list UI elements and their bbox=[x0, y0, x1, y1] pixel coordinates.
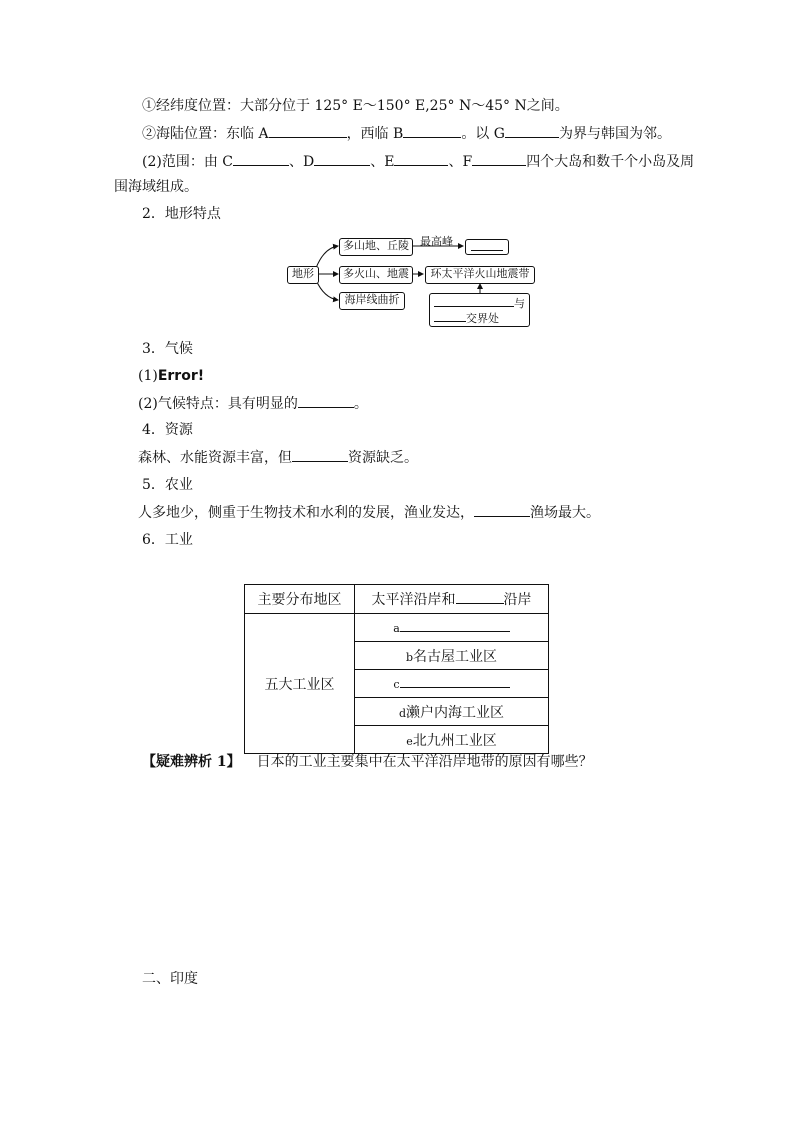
table-row bbox=[355, 642, 549, 670]
text: 交界处 bbox=[466, 312, 499, 325]
resources-heading: 4．资源 bbox=[142, 422, 193, 438]
agriculture-heading: 5．农业 bbox=[142, 477, 193, 493]
text: a bbox=[393, 621, 400, 635]
sea-land-line bbox=[142, 123, 671, 144]
text: 森林、水能资源丰富，但 bbox=[138, 450, 292, 466]
text: d bbox=[398, 706, 407, 720]
blank-coast[interactable] bbox=[456, 589, 504, 604]
resources-line bbox=[138, 447, 418, 468]
text: 。 bbox=[353, 396, 368, 412]
blank-d[interactable] bbox=[314, 151, 370, 166]
blank-plate1[interactable] bbox=[434, 296, 514, 307]
plates-row-2 bbox=[434, 311, 499, 326]
section-india-heading: 二、印度 bbox=[142, 971, 198, 987]
text: b bbox=[405, 650, 414, 664]
blank-resource[interactable] bbox=[292, 447, 348, 462]
text: 为界与韩国为邻。 bbox=[558, 126, 671, 142]
text: 与 bbox=[514, 297, 525, 310]
blank-f[interactable] bbox=[472, 151, 526, 166]
text: 北九州工业区 bbox=[412, 732, 497, 749]
blank-zone-a[interactable] bbox=[400, 621, 510, 632]
table-row bbox=[355, 670, 549, 698]
text: 、E bbox=[370, 154, 395, 170]
blank-a[interactable] bbox=[269, 123, 347, 138]
range-line-cont: 围海域组成。 bbox=[114, 179, 198, 195]
terrain-heading: 2．地形特点 bbox=[142, 206, 221, 222]
climate-line-1 bbox=[138, 366, 204, 386]
table-row bbox=[355, 698, 549, 726]
diagram-blank-peak[interactable] bbox=[465, 239, 509, 255]
text: ②海陆位置：东临 A bbox=[142, 126, 269, 142]
question-line bbox=[142, 752, 593, 772]
text: 。以 G bbox=[461, 126, 505, 142]
blank-zone-c[interactable] bbox=[400, 677, 510, 688]
text: (2)气候特点：具有明显的 bbox=[138, 396, 298, 412]
latlon-line: ①经纬度位置：大部分位于 125° E～150° E,25° N～45° N之间。 bbox=[142, 98, 569, 114]
text: (2)范围：由 C bbox=[142, 154, 233, 170]
diagram-branch-volcano: 多火山、地震 bbox=[339, 266, 413, 284]
text: 太平洋沿岸和 bbox=[371, 592, 456, 608]
industry-table bbox=[244, 584, 549, 754]
blank-fishery[interactable] bbox=[474, 502, 530, 517]
diagram-branch-coast: 海岸线曲折 bbox=[339, 292, 405, 310]
question-text: 日本的工业主要集中在太平洋沿岸地带的原因有哪些？ bbox=[256, 754, 593, 770]
plates-row-1 bbox=[434, 296, 525, 311]
blank-plate2[interactable] bbox=[434, 311, 466, 322]
text: 名古屋工业区 bbox=[413, 648, 498, 665]
text: c bbox=[393, 677, 400, 691]
text: 、F bbox=[448, 154, 473, 170]
error-text: Error! bbox=[157, 368, 205, 384]
diagram-arrow-label: 最高峰 bbox=[420, 235, 453, 248]
blank-g[interactable] bbox=[505, 123, 559, 138]
table-left-five-zones: 五大工业区 bbox=[245, 614, 355, 754]
text: 人多地少，侧重于生物技术和水利的发展，渔业发达， bbox=[138, 505, 474, 521]
blank-e[interactable] bbox=[394, 151, 448, 166]
text: 濑户内海工业区 bbox=[406, 704, 505, 721]
text: 、D bbox=[289, 154, 315, 170]
diagram-ring-of-fire: 环太平洋火山地震带 bbox=[425, 266, 535, 284]
text: 资源缺乏。 bbox=[348, 450, 418, 466]
industry-heading: 6．工业 bbox=[142, 532, 193, 548]
blank-c[interactable] bbox=[233, 151, 289, 166]
blank-b[interactable] bbox=[403, 123, 461, 138]
table-row bbox=[355, 726, 549, 754]
diagram-branch-mountains: 多山地、丘陵 bbox=[339, 238, 413, 256]
text: (1) bbox=[138, 368, 158, 384]
blank-climate[interactable] bbox=[298, 393, 354, 408]
text: ，西临 B bbox=[346, 126, 404, 142]
text: e bbox=[406, 734, 413, 748]
diagram-root: 地形 bbox=[287, 266, 319, 284]
question-tag: 【疑难辨析 1】 bbox=[142, 754, 241, 770]
agriculture-line bbox=[138, 502, 600, 523]
text: 沿岸 bbox=[503, 592, 532, 608]
table-header-region: 主要分布地区 bbox=[245, 585, 355, 614]
table-header-coast bbox=[355, 585, 549, 614]
text: 四个大岛和数千个小岛及周 bbox=[526, 154, 695, 170]
climate-heading: 3．气候 bbox=[142, 341, 193, 357]
blank-peak[interactable] bbox=[471, 240, 503, 251]
climate-line-2 bbox=[138, 393, 368, 414]
range-line bbox=[142, 151, 694, 172]
table-row bbox=[355, 614, 549, 642]
diagram-plates-box bbox=[429, 293, 530, 327]
text: 渔场最大。 bbox=[530, 505, 600, 521]
